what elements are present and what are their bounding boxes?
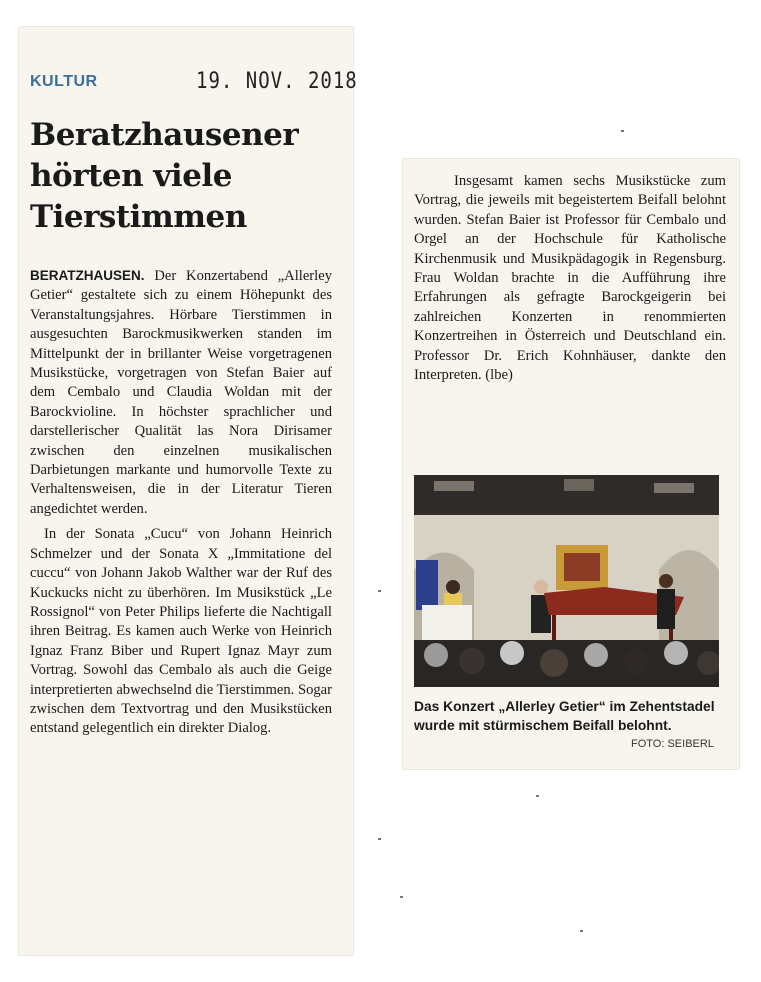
scan-speck [536,795,539,797]
date-stamp: 19. NOV. 2018 [196,68,358,94]
paragraph-2: In der Sonata „Cucu“ von Johann Heinrich Schmelzer und der Sonata X „Immitatione del cuccu“ von Johann Jakob Walther war der Ruf des Kuckucks nicht zu überhören. Im Musikstück „Le Rossignol“ von Peter Philips lieferte die Nachtigall ihren Beitrag. Es kamen auch Werke von Heinrich Ignaz Franz Biber und Rupert Ignaz Mayr zum Vortrag. Sowohl das Cembalo als auch die Geige interpretierten abwechselnd die Tierstimmen. Sogar zwischen dem Textvortrag und den Musikstücken entstand gelegentlich ein direkter Dialog. [30,526,332,737]
article-body-right [414,172,726,385]
scan-speck [580,930,583,932]
headline-line-2: hörten viele [30,158,232,194]
section-label: KULTUR [30,73,98,90]
concert-photo [414,475,719,687]
dateline: BERATZHAUSEN. [30,268,145,283]
headline [30,115,350,238]
paragraph-1-text: Der Konzertabend „Allerley Getier“ gestaltete sich zu einem Höhepunkt des Veranstaltungsjahres. Hörbare Tierstimmen in ausgesuchten Barockmusikwerken standen im Mittelpunkt der in brillanter Weise vorgetragenen Musikstücke, vorgetragen von Stefan Baier auf dem Cembalo und Claudia Woldan mit der Barockvioline. In höchster sprachlicher und darstellerischer Qualität las Nora Dirisamer zwischen den einzelnen musikalischen Darbietungen markante und humorvolle Texte zu Verhaltensweisen, die in der Literatur Tieren angedichtet werden. [30,268,332,517]
scan-speck [621,130,624,132]
photo-credit: FOTO: SEIBERL [631,738,714,750]
paragraph-1 [30,266,332,519]
article-body-left [30,266,332,739]
scan-speck [400,896,403,898]
scan-speck [378,838,381,840]
concert-photo-illustration [414,475,719,687]
photo-caption: Das Konzert „Allerley Getier“ im Zehentstadel wurde mit stürmischem Beifall belohnt. [414,699,715,733]
paragraph-3: Insgesamt kamen sechs Musikstücke zum Vortrag, die jeweils mit begeistertem Beifall belohnt wurden. Stefan Baier ist Professor für Cembalo und Orgel an der Hochschule für Katholische Kirchenmusik und Musikpädagogik in Regensburg. Frau Woldan brachte in die Aufführung ihre Erfahrungen als gefragte Barockgeigerin bei zahlreichen Konzerten in renommierten Konzertreihen in Österreich und Deutschland ein. Professor Dr. Erich Kohnhäuser, dankte den Interpreten. (lbe) [414,173,726,384]
headline-line-3: Tierstimmen [30,199,247,235]
scan-speck [378,590,381,592]
headline-line-1: Beratzhausener [30,117,299,153]
